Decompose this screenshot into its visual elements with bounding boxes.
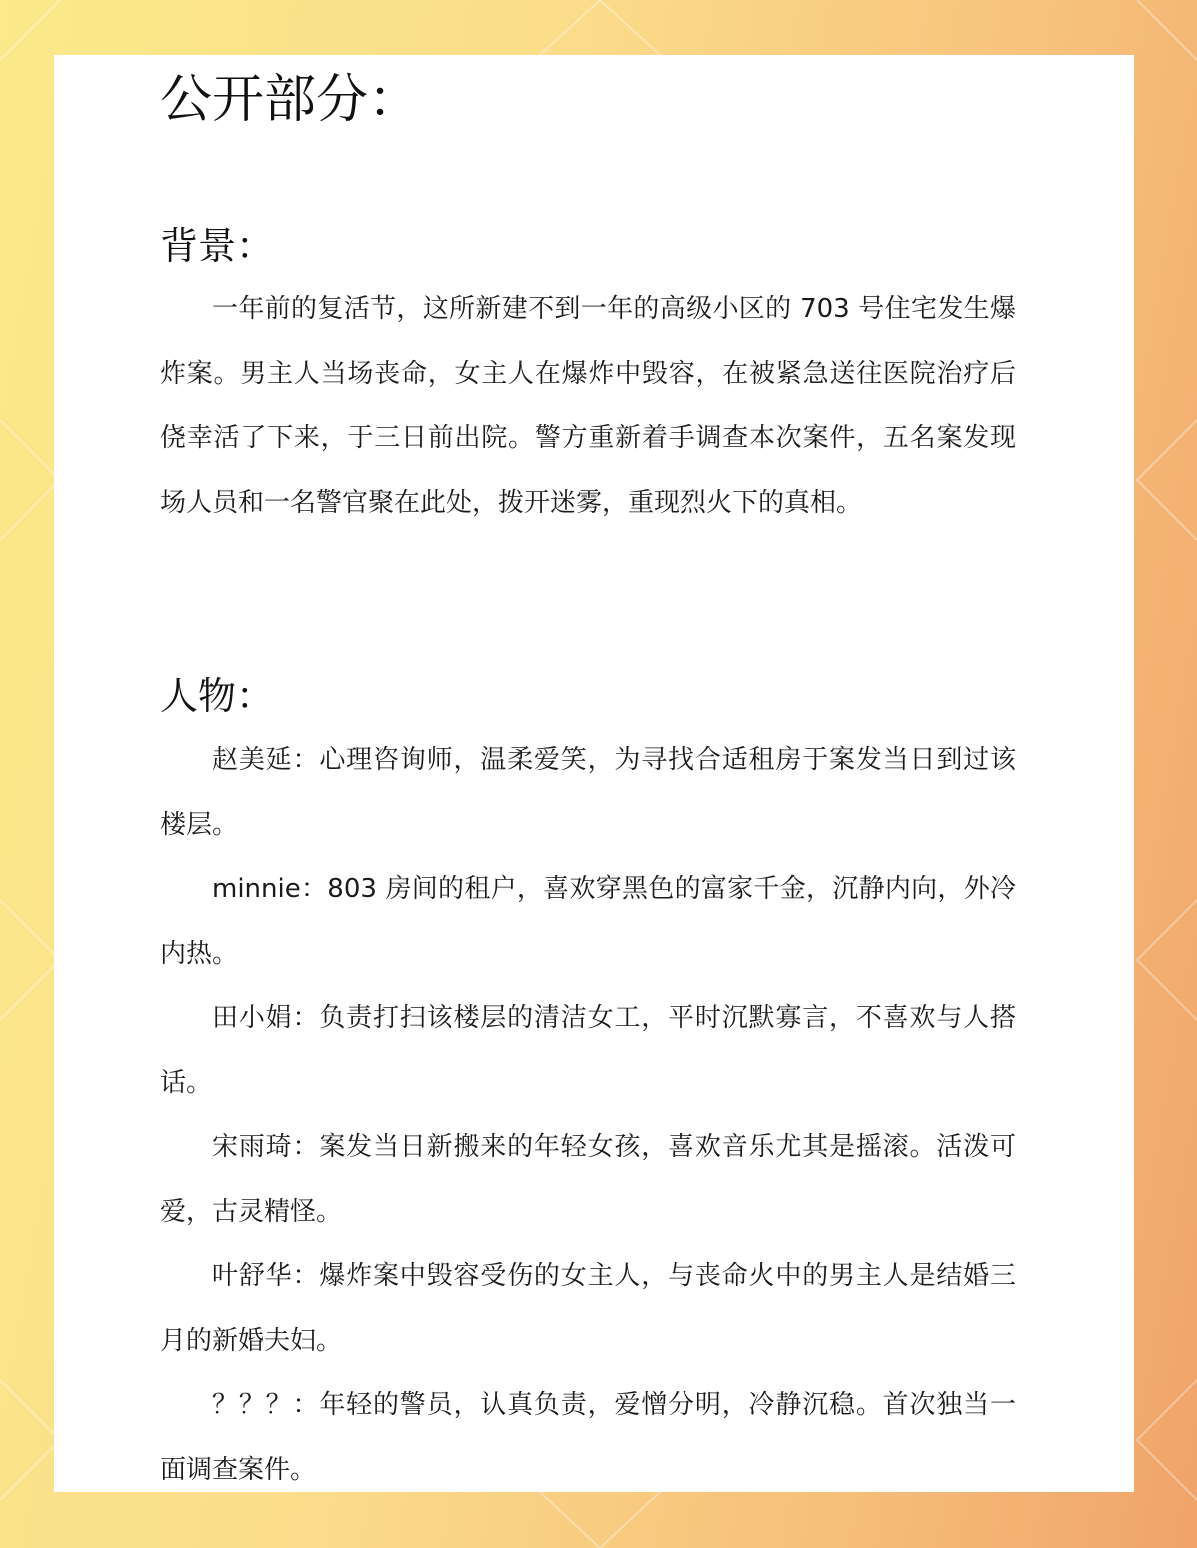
document-page bbox=[54, 55, 1134, 1492]
character-entry bbox=[160, 1244, 1016, 1373]
character-description: 803 房间的租户，喜欢穿黑色的富家千金，沉静内向，外冷内热。 bbox=[160, 874, 1016, 969]
character-name: 叶舒华： bbox=[212, 1261, 320, 1291]
character-name: ？？？： bbox=[212, 1390, 320, 1420]
background-paragraph: 一年前的复活节，这所新建不到一年的高级小区的 703 号住宅发生爆炸案。男主人当场丧命，女主人在爆炸中毁容，在被紧急送往医院治疗后侥幸活了下来，于三日前出院。警方重新着手调查本次案件，五名案发现场人员和一名警官聚在此处，拨开迷雾，重现烈火下的真相。 bbox=[160, 294, 1016, 518]
character-entry bbox=[160, 728, 1016, 857]
character-entry bbox=[160, 986, 1016, 1115]
character-description: 爆炸案中毁容受伤的女主人，与丧命火中的男主人是结婚三月的新婚夫妇。 bbox=[160, 1261, 1016, 1356]
character-name: 赵美延： bbox=[212, 745, 320, 775]
character-entry bbox=[160, 1115, 1016, 1244]
character-entry bbox=[160, 857, 1016, 986]
character-name: 田小娟： bbox=[212, 1003, 320, 1033]
character-name: minnie： bbox=[212, 874, 328, 904]
page-title: 公开部分： bbox=[160, 70, 421, 130]
background-heading: 背景： bbox=[160, 224, 275, 268]
character-description: 负责打扫该楼层的清洁女工，平时沉默寡言，不喜欢与人搭话。 bbox=[160, 1003, 1016, 1098]
character-description: 年轻的警员，认真负责，爱憎分明，冷静沉稳。首次独当一面调查案件。 bbox=[160, 1390, 1016, 1485]
character-name: 宋雨琦： bbox=[212, 1132, 320, 1162]
characters-heading: 人物： bbox=[160, 674, 275, 718]
character-description: 心理咨询师，温柔爱笑，为寻找合适租房于案发当日到过该楼层。 bbox=[160, 745, 1016, 840]
character-entry bbox=[160, 1373, 1016, 1492]
character-description: 案发当日新搬来的年轻女孩，喜欢音乐尤其是摇滚。活泼可爱，古灵精怪。 bbox=[160, 1132, 1016, 1227]
